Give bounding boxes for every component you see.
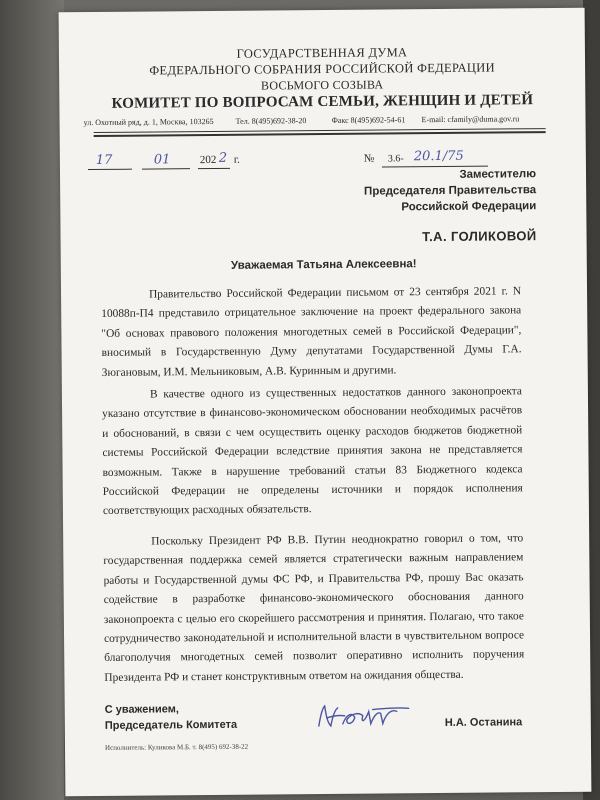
contact-phone: Тел. 8(495)692-38-20 [235, 116, 307, 126]
number-label: № [363, 152, 375, 165]
contact-address: ул. Охотный ряд, д. 1, Москва, 103265 [83, 116, 214, 128]
addressee-line-1: Заместителю [459, 168, 537, 181]
photo-background-left [0, 0, 64, 800]
executor-note: Исполнитель: Куликова М.Б. т. 8(495) 692-38-22 [104, 742, 249, 752]
date-month: 01 [153, 152, 171, 168]
addressee-name: Т.А. ГОЛИКОВОЙ [422, 228, 537, 245]
salutation: Уважаемая Татьяна Алексеевна! [230, 258, 417, 272]
date-year-unit: г. [233, 153, 240, 166]
letter-page [59, 8, 592, 797]
date-year-suffix: 2 [218, 150, 228, 166]
handwritten-signature [313, 699, 413, 734]
date-day-underline [88, 169, 132, 170]
contact-fax: Факс 8(495)692-54-61 [331, 115, 406, 125]
signature-position: Председатель Комитета [104, 718, 238, 732]
date-year-prefix: 202 [199, 153, 217, 167]
letterhead-federal-assembly: ФЕДЕРАЛЬНОГО СОБРАНИЯ РОССИЙСКОЙ ФЕДЕРАЦИИ [149, 60, 495, 78]
body-paragraph-3: Поскольку Президент РФ В.В. Путин неоднократно говорил о том, что государственная поддержка семей является стратегически важным направлением работы и Государственной думы ФС РФ, и Правительства РФ, прошу Вас оказать содействие в разработке финансово-экономического обоснования данного законопроекта с целью его скорейшего рассмотрения и принятия. Полагаю, что такое сотрудничество законодательной и исполнительной власти в чувствительном вопросе благополучия многодетных семей позволит оперативно исполнить поручения Президента РФ и станет конструктивным ответом на ожидания общества. [103, 532, 525, 684]
date-month-underline [142, 168, 190, 169]
signature-closing: С уважением, [104, 703, 179, 716]
number-prefix: 3.6- [387, 153, 404, 165]
letterhead-duma: ГОСУДАРСТВЕННАЯ ДУМА [236, 45, 408, 61]
contact-email: E-mail: cfamily@duma.gov.ru [421, 114, 520, 125]
letterhead-convocation: ВОСЬМОГО СОЗЫВА [260, 77, 384, 93]
letterhead-committee: КОМИТЕТ ПО ВОПРОСАМ СЕМЬИ, ЖЕНЩИН И ДЕТЕЙ [111, 92, 534, 112]
number-underline [382, 166, 488, 168]
addressee-line-2: Председателя Правительства [363, 184, 537, 198]
date-year-underline [198, 168, 230, 169]
body-paragraph-1: Правительство Российской Федерации письмом от 23 сентября 2021 г. N 10088п-П4 представило отрицательное заключение на проект федерального закона "Об основах правового положения многодетных семей в Российской Федерации", вносимый в Государственную Думу депутатами Государственной Думы Г.А. Зюгановым, И.М. Мельниковым, А.В. Куринным и другими. [101, 285, 522, 379]
number-handwritten: 20.1/75 [413, 148, 464, 165]
body-paragraph-2: В качестве одного из существенных недостатков данного законопроекта указано отсутствие в финансово-экономическом обосновании необходимых расчётов и обоснований, в связи с чем осуществить оценку расходов бюджетов бюджетной системы Российской Федерации вследствие принятия закона не представляется возможным. Также в нарушение требований статьи 83 Бюджетного кодекса Российской Федерации не определены источники и порядок исполнения соответствующих расходных обязательств. [102, 385, 523, 518]
signature-name: Н.А. Останина [444, 716, 523, 729]
date-day: 17 [95, 152, 113, 168]
addressee-line-3: Российской Федерации [401, 200, 537, 214]
